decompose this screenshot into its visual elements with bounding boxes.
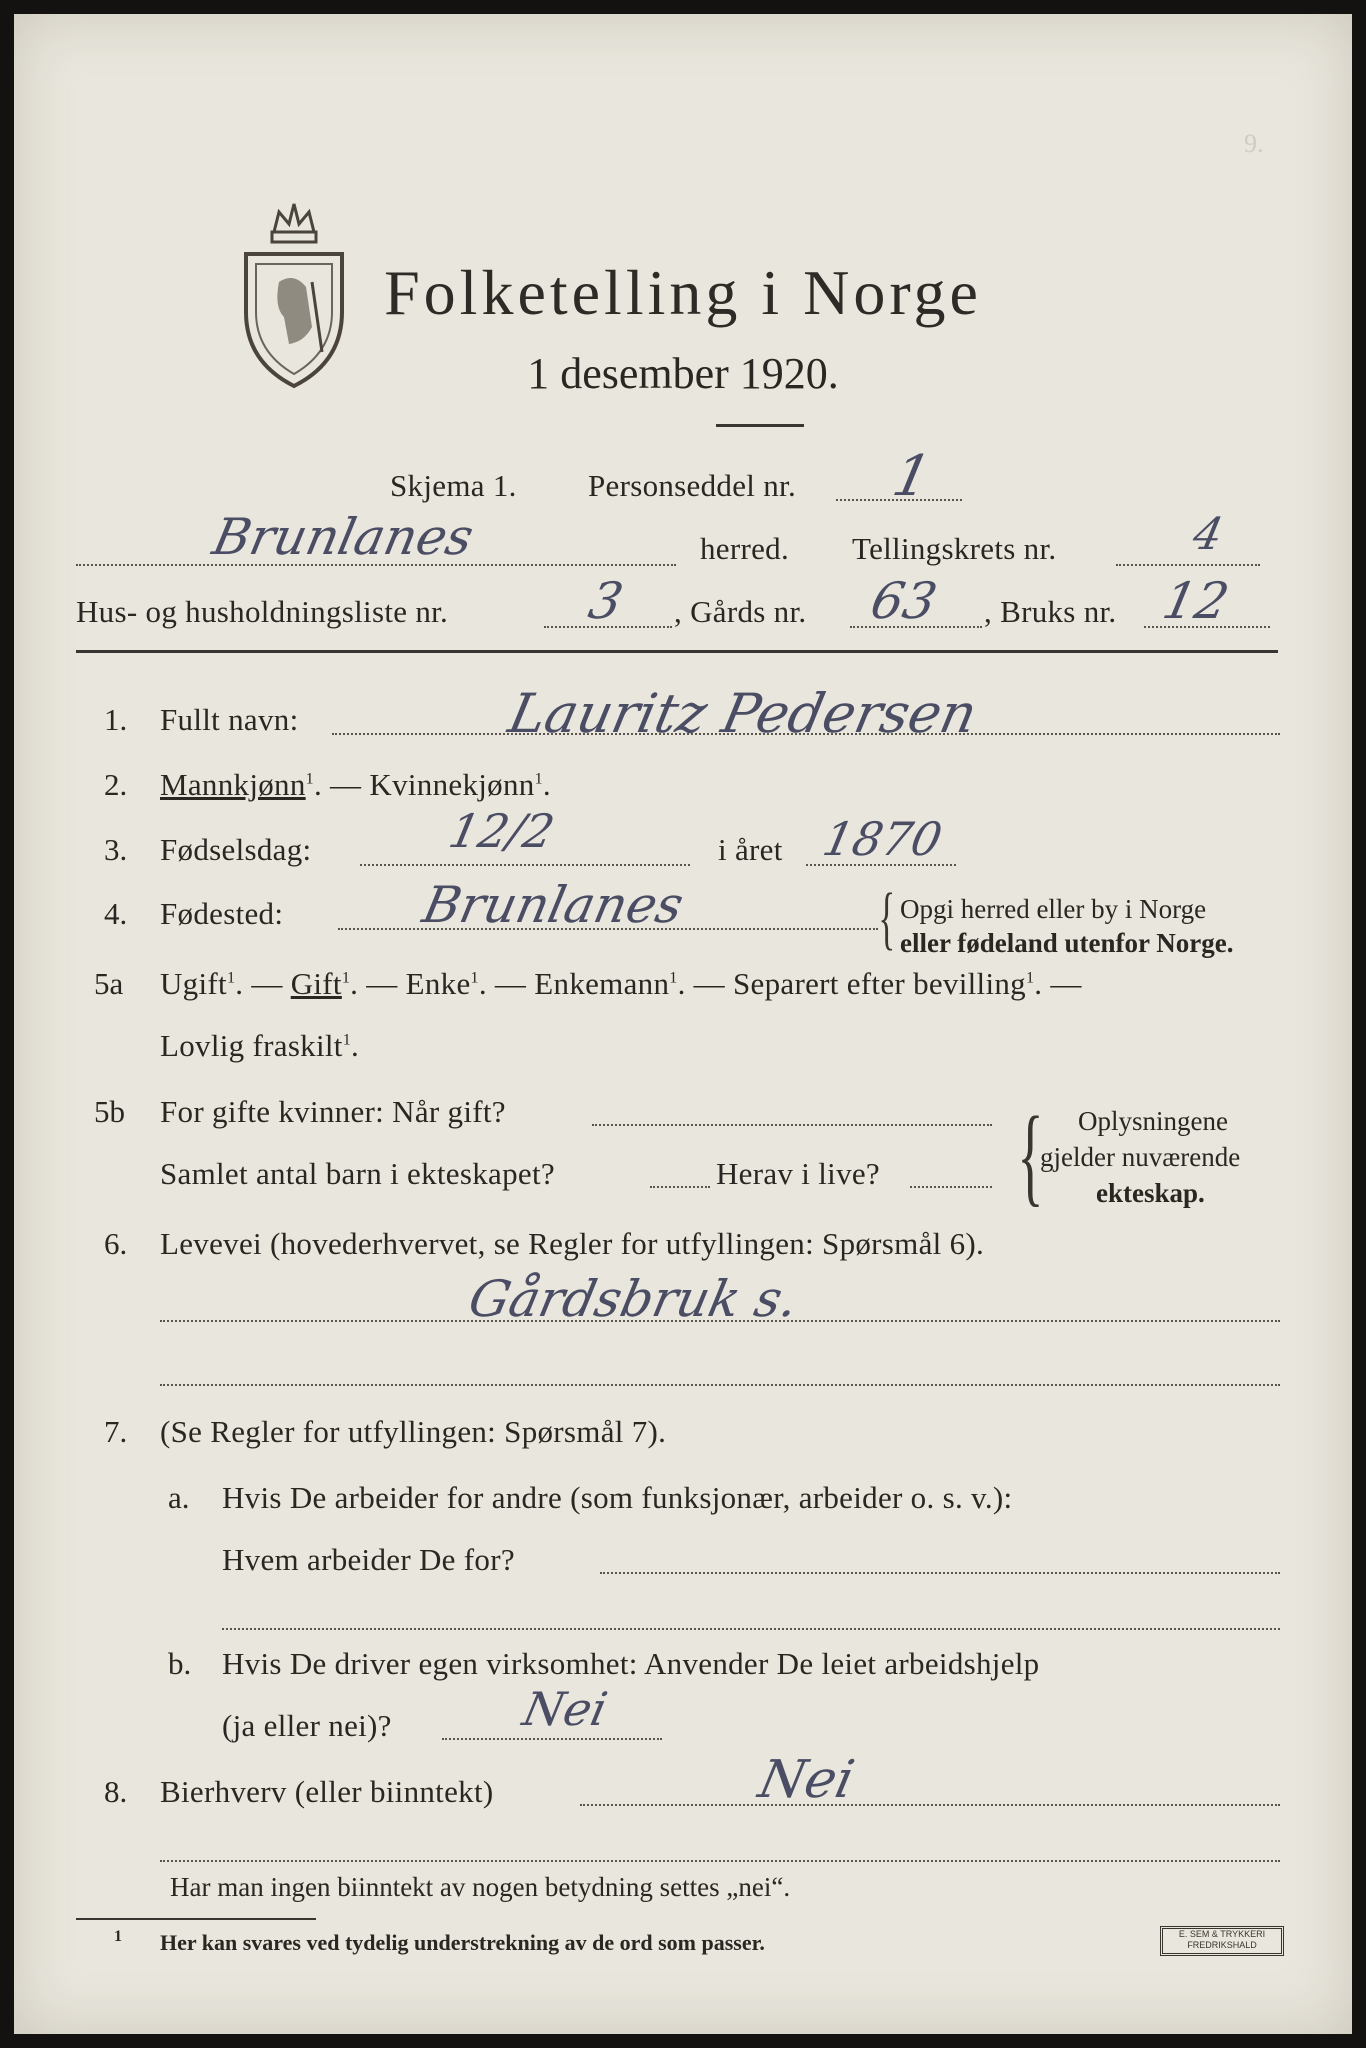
birth-year-label: i året	[718, 832, 783, 867]
herred-value: Brunlanes	[207, 508, 479, 566]
husholdningsliste-value: 3	[583, 572, 628, 630]
bruks-value: 12	[1157, 572, 1234, 630]
tellingskrets-label: Tellingskrets nr.	[852, 531, 1057, 566]
q5b-children-line	[650, 1186, 710, 1188]
q8-number: 8.	[104, 1774, 128, 1809]
q5b-note-line3: ekteskap.	[1096, 1178, 1205, 1208]
q3-number: 3.	[104, 832, 128, 867]
q7a-label: Hvis De arbeider for andre (som funksjonær, arbeider o. s. v.):	[222, 1480, 1013, 1515]
q5b-label: For gifte kvinner: Når gift?	[160, 1094, 506, 1129]
personseddel-label: Personseddel nr.	[588, 468, 796, 503]
herred-label: herred.	[700, 531, 790, 566]
footnote-text: Her kan svares ved tydelig understrekning av de ord som passer.	[160, 1930, 765, 1955]
q5a-number: 5a	[94, 966, 124, 1001]
q7-number: 7.	[104, 1414, 128, 1449]
q7a-number: a.	[168, 1480, 190, 1515]
q5b-brace: {	[1017, 1094, 1044, 1216]
q5b-alive-label: Herav i live?	[716, 1156, 880, 1191]
printer-stamp: E. SEM & TRYKKERI FREDRIKSHALD	[1160, 1926, 1284, 1956]
marital-enkemann: Enkemann	[534, 966, 670, 1001]
census-form-page	[14, 14, 1352, 2034]
husholdningsliste-label: Hus- og husholdningsliste nr.	[76, 594, 449, 629]
marital-lovlig-fraskilt: Lovlig fraskilt$^1$.	[160, 1028, 360, 1063]
side-income-note: Har man ingen biinntekt av nogen betydning settes „nei“.	[170, 1872, 791, 1902]
q1-label: Fullt navn:	[160, 702, 299, 737]
birthplace-value: Brunlanes	[417, 876, 689, 934]
occupation-line2	[160, 1384, 1280, 1386]
gender-male-option: Mannkjønn	[160, 767, 306, 802]
q5b-note-line1: Oplysningene	[1078, 1106, 1228, 1136]
q1-number: 1.	[104, 702, 128, 737]
q4-label: Fødested:	[160, 896, 284, 931]
q7b-yes-no-label: (ja eller nei)?	[222, 1708, 392, 1743]
side-income-value: Nei	[753, 1750, 860, 1810]
q4-brace: {	[878, 880, 896, 957]
tellingskrets-line	[1116, 564, 1260, 566]
q2-options: Mannkjønn$^1$. — Kvinnekjønn$^1$.	[160, 767, 551, 802]
q7a-employer-label: Hvem arbeider De for?	[222, 1542, 515, 1577]
marital-enke: Enke	[405, 966, 471, 1001]
gender-female-option: Kvinnekjønn	[369, 767, 535, 802]
q5b-married-line	[592, 1124, 992, 1126]
q7b-number: b.	[168, 1646, 192, 1681]
q5b-alive-line	[910, 1186, 992, 1188]
q7b-label: Hvis De driver egen virksomhet: Anvender De leiet arbeidshjelp	[222, 1646, 1040, 1681]
tellingskrets-value: 4	[1188, 509, 1228, 560]
gards-value: 63	[865, 572, 942, 630]
side-income-line	[580, 1804, 1280, 1806]
q5b-note-line2: gjelder nuværende	[1040, 1142, 1241, 1172]
q7b-line	[442, 1738, 662, 1740]
header-divider	[76, 650, 1278, 653]
title-divider	[716, 424, 804, 427]
personseddel-value: 1	[887, 444, 937, 509]
q4-note-line1: Opgi herred eller by i Norge	[900, 894, 1207, 924]
form-title: Folketelling i Norge	[384, 257, 982, 328]
census-date: 1 desember 1920.	[527, 349, 839, 398]
q6-label: Levevei (hovederhvervet, se Regler for utfyllingen: Spørsmål 6).	[160, 1226, 985, 1261]
skjema-label: Skjema 1.	[390, 468, 517, 503]
employer-line2	[222, 1628, 1280, 1630]
q5b-number: 5b	[94, 1094, 125, 1129]
q4-number: 4.	[104, 896, 128, 931]
footnote-mark: 1	[114, 1928, 122, 1945]
marital-separert: Separert efter bevilling	[733, 966, 1026, 1001]
hired-help-value: Nei	[518, 1682, 612, 1736]
marital-gift: Gift	[290, 966, 342, 1001]
bleed-through-text: 9.	[1244, 129, 1264, 158]
gards-label: , Gårds nr.	[674, 594, 807, 629]
q2-number: 2.	[104, 767, 128, 802]
birth-year-value: 1870	[818, 812, 947, 866]
q6-number: 6.	[104, 1226, 128, 1261]
q3-label: Fødselsdag:	[160, 832, 312, 867]
marital-status-options: Ugift$^1$. — Gift$^1$. — Enke$^1$. — Enkemann$^1$. — Separert efter bevilling$^1$. —	[160, 966, 1082, 1001]
side-income-line2	[160, 1860, 1280, 1862]
birthday-line	[360, 864, 690, 866]
footnote-divider	[76, 1918, 316, 1920]
q5b-children-label: Samlet antal barn i ekteskapet?	[160, 1156, 555, 1191]
q8-label: Bierhverv (eller biinntekt)	[160, 1774, 494, 1809]
q7-label: (Se Regler for utfyllingen: Spørsmål 7).	[160, 1414, 667, 1449]
marital-ugift: Ugift	[160, 966, 227, 1001]
full-name-value: Lauritz Pedersen	[503, 682, 983, 745]
bruks-label: , Bruks nr.	[984, 594, 1117, 629]
employer-line1	[600, 1572, 1280, 1574]
occupation-value: Gårdsbruk s.	[463, 1270, 804, 1328]
q4-note-line2: eller fødeland utenfor Norge.	[900, 928, 1234, 958]
birthday-value: 12/2	[444, 804, 560, 858]
